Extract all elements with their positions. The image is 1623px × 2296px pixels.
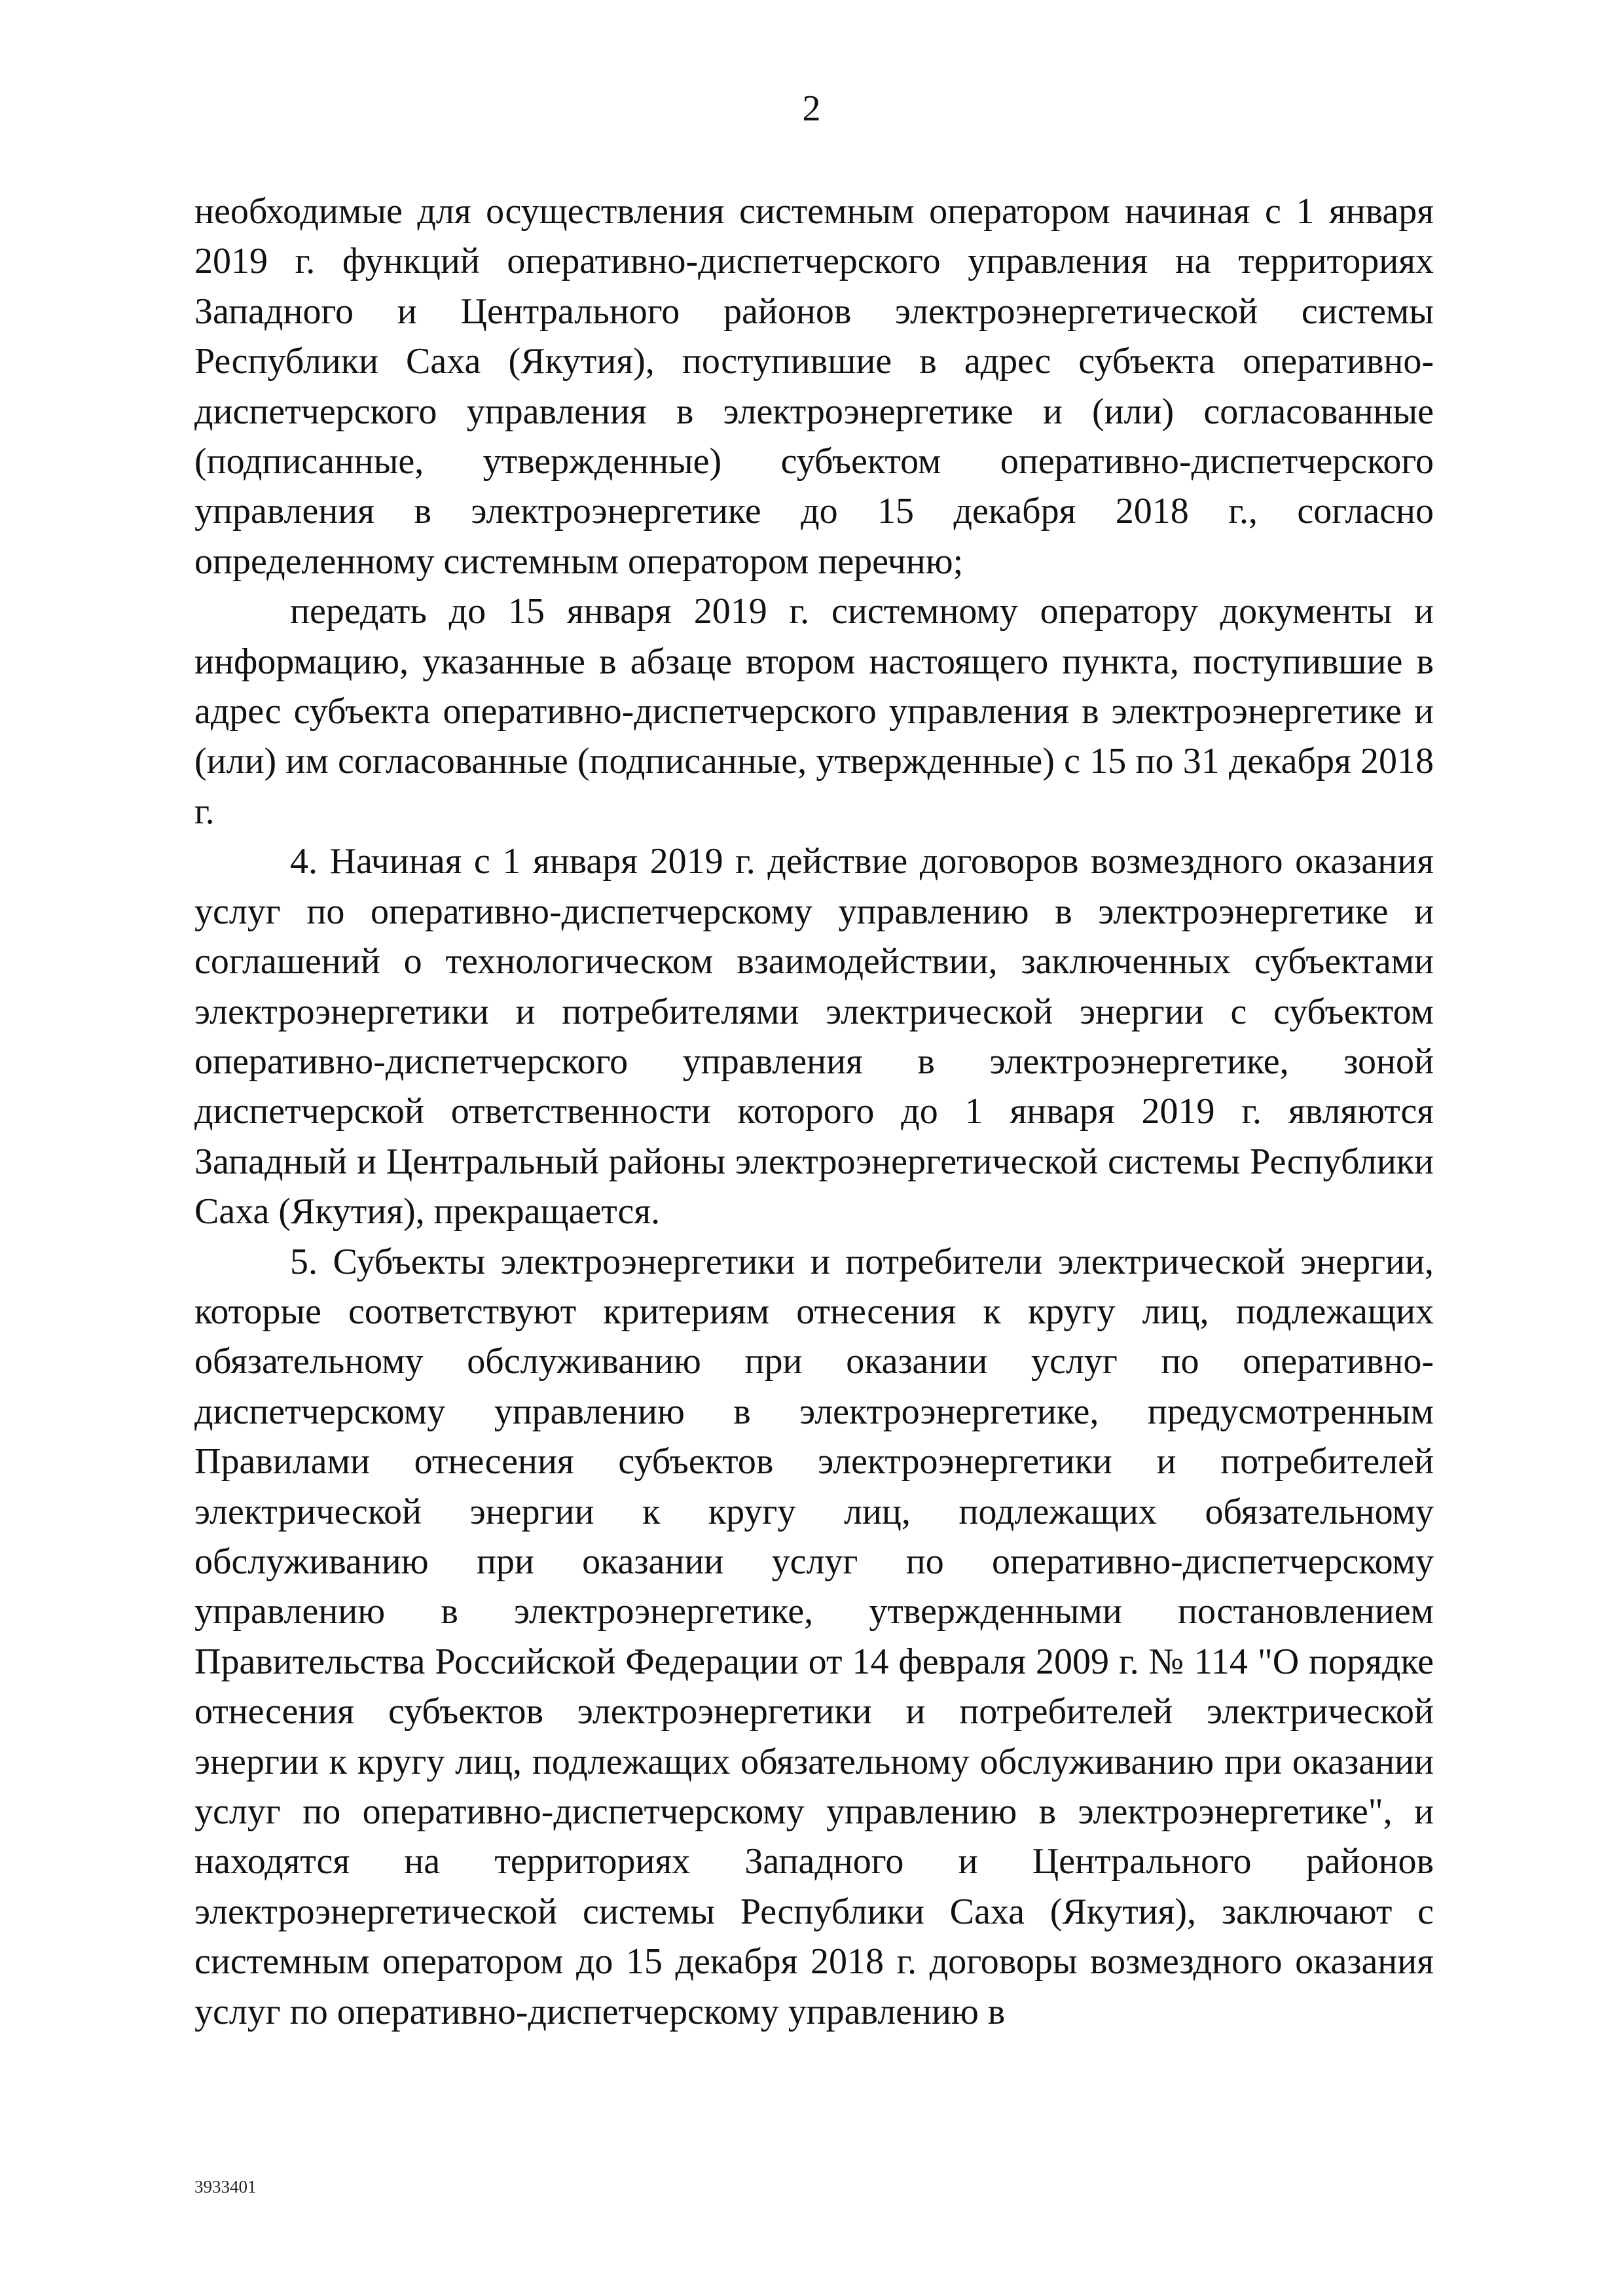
document-code: 3933401 xyxy=(194,2177,257,2197)
paragraph-item-5: 5. Субъекты электроэнергетики и потребители электрической энергии, которые соответствуют критериям отнесения к кругу лиц, подлежащих обязательному обслуживанию при оказании услуг по оперативно-диспетчерскому управлению в электроэнергетике, предусмотренным Правилами отнесения субъектов электроэнергетики и потребителей электрической энергии к кругу лиц, подлежащих обязательному обслуживанию при оказании услуг по оперативно-диспетчерскому управлению в электроэнергетике, утвержденными постановлением Правительства Российской Федерации от 14 февраля 2009 г. № 114 "О порядке отнесения субъектов электроэнергетики и потребителей электрической энергии к кругу лиц, подлежащих обязательному обслуживанию при оказании услуг по оперативно-диспетчерскому управлению в электроэнергетике", и находятся на территориях Западного и Центрального районов электроэнергетической системы Республики Саха (Якутия), заключают с системным оператором до 15 декабря 2018 г. договоры возмездного оказания услуг по оперативно-диспетчерскому управлению в xyxy=(194,1241,1434,2032)
document-body xyxy=(194,187,1434,2037)
paragraph-continuation: необходимые для осуществления системным оператором начиная с 1 января 2019 г. функций оперативно-диспетчерского управления на территориях Западного и Центрального районов электроэнергетической системы Республики Саха (Якутия), поступившие в адрес субъекта оперативно-диспетчерского управления в электроэнергетике и (или) согласованные (подписанные, утвержденные) субъектом оперативно-диспетчерского управления в электроэнергетике до 15 декабря 2018 г., согласно определенному системным оператором перечню; xyxy=(194,191,1434,582)
paragraph-transfer-documents: передать до 15 января 2019 г. системному оператору документы и информацию, указанные в абзаце втором настоящего пункта, поступившие в адрес субъекта оперативно-диспетчерского управления в электроэнергетике и (или) им согласованные (подписанные, утвержденные) с 15 по 31 декабря 2018 г. xyxy=(194,591,1434,832)
paragraph-item-4: 4. Начиная с 1 января 2019 г. действие договоров возмездного оказания услуг по оперативно-диспетчерскому управлению в электроэнергетике и соглашений о технологическом взаимодействии, заключенных субъектами электроэнергетики и потребителями электрической энергии с субъектом оперативно-диспетчерского управления в электроэнергетике, зоной диспетчерской ответственности которого до 1 января 2019 г. являются Западный и Центральный районы электроэнергетической системы Республики Саха (Якутия), прекращается. xyxy=(194,841,1434,1232)
page-number: 2 xyxy=(802,88,821,129)
